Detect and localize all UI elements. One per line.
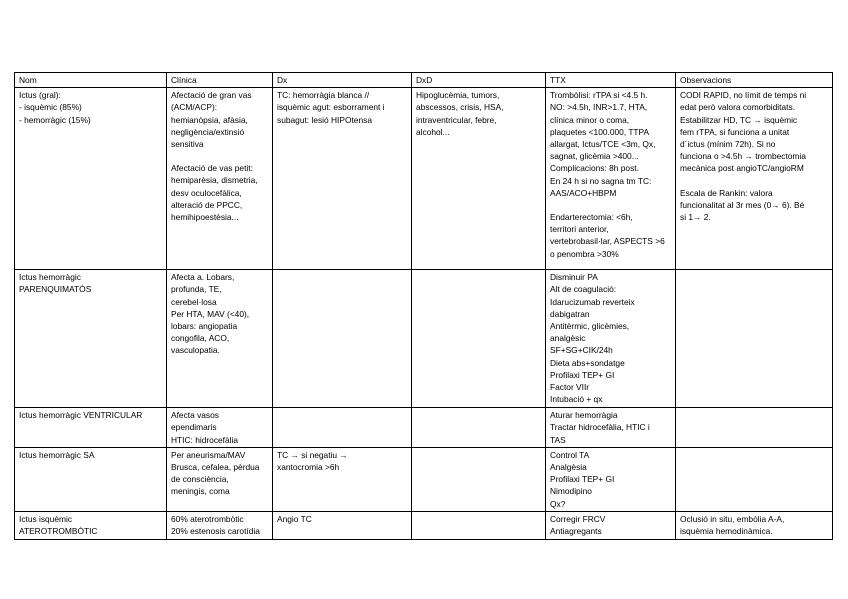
- cell-line: En 24 h si no sagna tm TC:: [550, 175, 652, 186]
- cell-line: Ictus hemorràgic: [19, 272, 81, 283]
- cell-line: Profilaxi TEP+ GI: [550, 474, 615, 485]
- cell-line: alteració de PPCC,: [171, 199, 243, 210]
- cell-line: Afecta vasos: [171, 410, 219, 421]
- cell-line: - isquèmic (85%): [19, 102, 82, 113]
- cell-dx: [273, 408, 412, 448]
- cell-line: CODI RAPID, no límit de temps ni: [680, 90, 807, 101]
- table-body: [15, 88, 833, 540]
- cell-line: Alt de coagulació:: [550, 284, 617, 295]
- header-nom: Nom: [15, 73, 167, 88]
- cell-line: Antiagregants: [550, 526, 602, 537]
- cell-line: Afectació de gran vas: [171, 90, 252, 101]
- cell-line: subagut: lesió HIPOtensa: [277, 114, 372, 125]
- cell-line: sagnat, glicèmia >400...: [550, 151, 639, 162]
- cell-line: Hipoglucèmia, tumors,: [416, 90, 500, 101]
- cell-dxd: [412, 408, 546, 448]
- cell-line: SF+SG+CIK/24h: [550, 345, 613, 356]
- cell-clinica: [167, 88, 273, 270]
- cell-line: Ictus (gral):: [19, 90, 61, 101]
- cell-nom: [15, 88, 167, 270]
- cell-line: Aturar hemorràgia: [550, 410, 618, 421]
- cell-line: Brusca, cefalea, pèrdua: [171, 462, 260, 473]
- cell-line: cerebel·losa: [171, 296, 217, 307]
- cell-nom: [15, 447, 167, 511]
- cell-gap: [171, 150, 268, 162]
- cell-line: fem rTPA, si funciona a unitat: [680, 126, 790, 137]
- cell-ttx: [546, 270, 676, 408]
- cell-dxd: [412, 447, 546, 511]
- cell-clinica: [167, 408, 273, 448]
- cell-line: xantocromia >6h: [277, 462, 340, 473]
- cell-ttx: [546, 408, 676, 448]
- cell-line: NO: >4.5h, INR>1.7, HTA,: [550, 102, 648, 113]
- cell-line: TC: hemorràgia blanca //: [277, 90, 370, 101]
- cell-line: ATEROTROMBÒTIC: [19, 526, 98, 537]
- cell-line: Ictus hemorràgic SA: [19, 449, 95, 460]
- cell-line: negligència/extinsió: [171, 126, 245, 137]
- cell-line: Endarterectomia: <6h,: [550, 212, 633, 223]
- cell-line: 60% aterotrombòtic: [171, 513, 244, 524]
- cell-line: Intubació + qx: [550, 394, 603, 405]
- cell-dx: [273, 88, 412, 270]
- cell-line: isquèmic agut: esborrament i: [277, 102, 385, 113]
- cell-line: Angio TC: [277, 513, 312, 524]
- cell-line: d´ictus (mínim 72h). Si no: [680, 139, 776, 150]
- cell-line: o penombra >30%: [550, 248, 619, 259]
- cell-line: Per aneurisma/MAV: [171, 449, 246, 460]
- cell-line: - hemorràgic (15%): [19, 114, 91, 125]
- cell-line: territori anterior,: [550, 224, 609, 235]
- cell-line: Escala de Rankin: valora: [680, 187, 773, 198]
- cell-line: abscessos, crisis, HSA,: [416, 102, 504, 113]
- table-row: [15, 511, 833, 539]
- cell-line: desv oculocefàlica,: [171, 187, 242, 198]
- cell-line: meningis, coma: [171, 486, 230, 497]
- cell-nom: [15, 270, 167, 408]
- cell-dxd: [412, 270, 546, 408]
- cell-line: de consciència,: [171, 474, 229, 485]
- cell-line: hemihipoestèsia...: [171, 212, 239, 223]
- cell-line: Dieta abs+sondatge: [550, 357, 625, 368]
- cell-line: vasculopatia.: [171, 345, 220, 356]
- cell-line: allargat, Ictus/TCE <3m, Qx,: [550, 139, 656, 150]
- cell-line: lobars: angiopatia: [171, 321, 238, 332]
- cell-dx: [273, 511, 412, 539]
- cell-line: Trombòlisi: rTPA si <4.5 h.: [550, 90, 648, 101]
- cell-observacions: [676, 270, 833, 408]
- cell-line: AAS/ACO+HBPM: [550, 187, 617, 198]
- cell-line: Estabilitzar HD, TC → isquèmic: [680, 114, 798, 125]
- header-clinica: Clínica: [167, 73, 273, 88]
- cell-clinica: [167, 511, 273, 539]
- header-dx: Dx: [273, 73, 412, 88]
- cell-line: Tractar hidrocefàlia, HTIC i: [550, 422, 650, 433]
- table-row: [15, 270, 833, 408]
- cell-line: Ictus isquèmic: [19, 513, 73, 524]
- cell-line: HTIC: hidrocefàlia: [171, 434, 239, 445]
- cell-line: TAS: [550, 434, 566, 445]
- cell-line: hemiparèsia, dismetria,: [171, 175, 258, 186]
- cell-observacions: [676, 511, 833, 539]
- cell-clinica: [167, 447, 273, 511]
- cell-line: Idarucizumab reverteix: [550, 296, 635, 307]
- cell-line: intraventricular, febre,: [416, 114, 497, 125]
- cell-dxd: [412, 511, 546, 539]
- document-sheet: [14, 72, 832, 540]
- cell-line: Nimodipino: [550, 486, 592, 497]
- cell-line: congofila, ACO,: [171, 333, 230, 344]
- cell-line: Disminuir PA: [550, 272, 598, 283]
- cell-line: sensitiva: [171, 139, 204, 150]
- cell-line: analgèsic: [550, 333, 586, 344]
- cell-line: edat però valora comorbiditats.: [680, 102, 795, 113]
- cell-dx: [273, 447, 412, 511]
- cell-observacions: [676, 88, 833, 270]
- cell-line: Analgèsia: [550, 462, 587, 473]
- cell-nom: [15, 511, 167, 539]
- cell-line: profunda, TE,: [171, 284, 222, 295]
- cell-line: Oclusió in situ, embòlia A-A,: [680, 513, 785, 524]
- cell-line: PARENQUIMATÓS: [19, 284, 92, 295]
- cell-clinica: [167, 270, 273, 408]
- cell-line: Per HTA, MAV (<40),: [171, 308, 250, 319]
- cell-gap: [550, 199, 671, 211]
- cell-line: ependimaris: [171, 422, 217, 433]
- cell-ttx: [546, 447, 676, 511]
- cell-line: TC → si negatiu →: [277, 449, 348, 460]
- cell-ttx: [546, 88, 676, 270]
- table-row: [15, 88, 833, 270]
- header-observacions: Observacions: [676, 73, 833, 88]
- cell-line: vertebrobasil·lar, ASPECTS >6: [550, 236, 665, 247]
- cell-nom: [15, 408, 167, 448]
- cell-line: funciona o >4.5h → trombectomia: [680, 151, 806, 162]
- cell-dx: [273, 270, 412, 408]
- cell-line: Factor VIIr: [550, 382, 590, 393]
- cell-line: Ictus hemorràgic VENTRICULAR: [19, 410, 143, 421]
- cell-ttx: [546, 511, 676, 539]
- cell-observacions: [676, 447, 833, 511]
- table-row: [15, 408, 833, 448]
- cell-line: Control TA: [550, 449, 590, 460]
- cell-line: Afectació de vas petit:: [171, 163, 253, 174]
- header-row: [15, 73, 833, 88]
- cell-line: si 1→ 2.: [680, 212, 711, 223]
- cell-line: (ACM/ACP):: [171, 102, 218, 113]
- cell-line: hemianòpsia, afàsia,: [171, 114, 248, 125]
- cell-dxd: [412, 88, 546, 270]
- cell-line: clínica minor o coma,: [550, 114, 630, 125]
- cell-line: mecànica post angioTC/angioRM: [680, 163, 804, 174]
- cell-line: Afecta a. Lobars,: [171, 272, 235, 283]
- cell-line: funcionalitat al 3r mes (0→ 6). Bé: [680, 199, 805, 210]
- cell-line: Profilaxi TEP+ GI: [550, 369, 615, 380]
- cell-line: plaquetes <100.000, TTPA: [550, 126, 650, 137]
- cell-gap: [680, 175, 828, 187]
- cell-line: alcohol...: [416, 126, 450, 137]
- header-dxd: DxD: [412, 73, 546, 88]
- cell-line: dabigatran: [550, 308, 590, 319]
- cell-line: Complicacions: 8h post.: [550, 163, 639, 174]
- cell-line: isquèmia hemodinàmica.: [680, 526, 773, 537]
- stroke-table: [14, 72, 833, 540]
- cell-line: Antitèrmic, glicèmies,: [550, 321, 630, 332]
- cell-observacions: [676, 408, 833, 448]
- cell-line: 20% estenosis carotídia: [171, 526, 260, 537]
- cell-line: Corregir FRCV: [550, 513, 606, 524]
- table-row: [15, 447, 833, 511]
- cell-line: Qx?: [550, 498, 566, 509]
- header-ttx: TTX: [546, 73, 676, 88]
